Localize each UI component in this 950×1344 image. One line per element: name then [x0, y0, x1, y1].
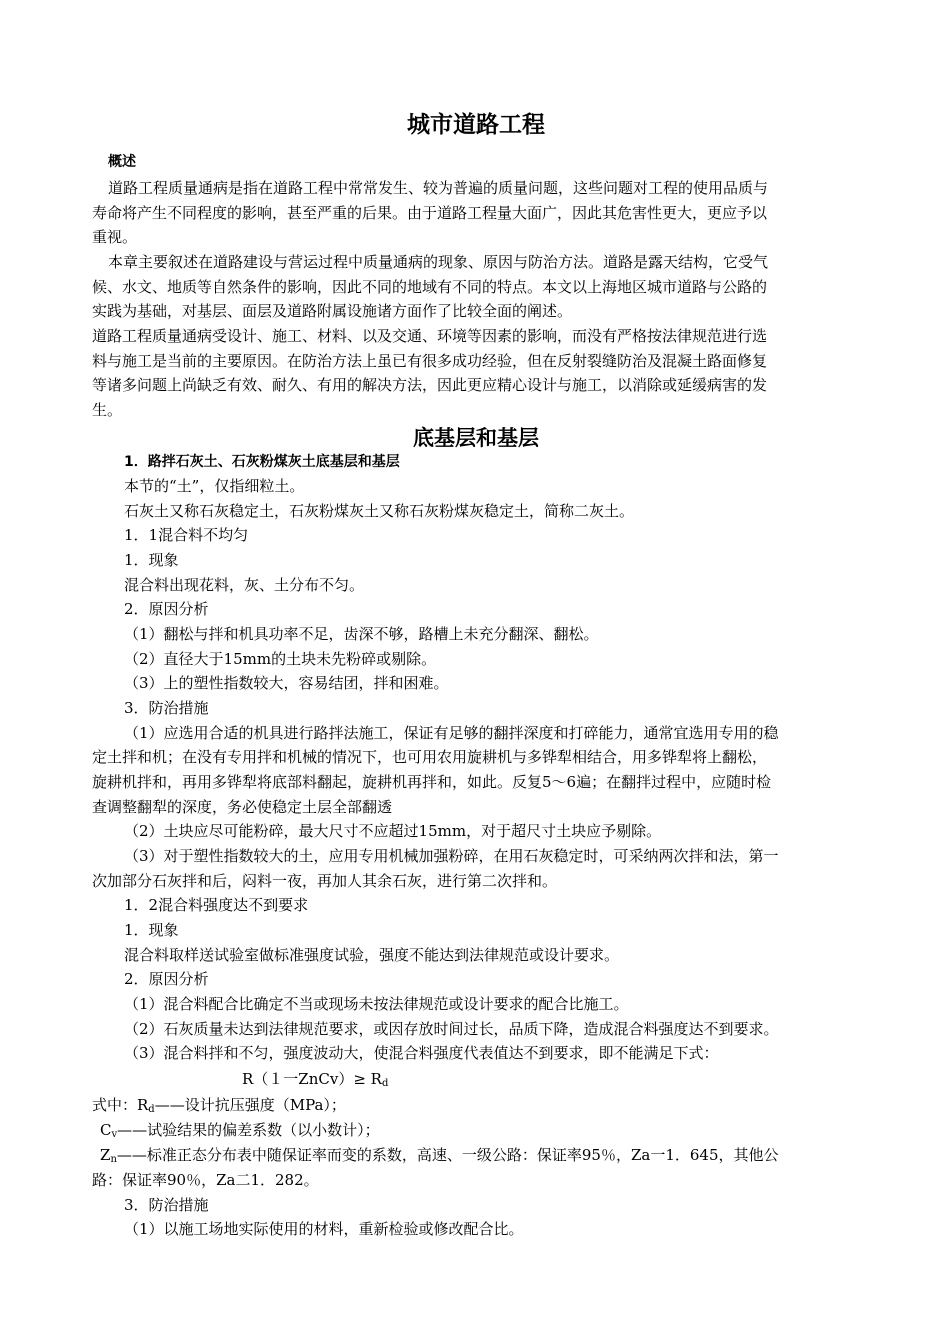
subsection-heading: 1．路拌石灰土、石灰粉煤灰土底基层和基层	[124, 454, 400, 470]
paragraph-line: （2）石灰质量未达到法律规范要求，或因存放时间过长，品质下降，造成混合料强度达不到要求。	[124, 1020, 779, 1038]
overview-heading: 概述	[108, 154, 136, 170]
paragraph-line: 石灰土又称石灰稳定土，石灰粉煤灰土又称石灰粉煤灰稳定土，简称二灰土。	[124, 502, 635, 520]
paragraph-line: （3）混合料拌和不匀，强度波动大，使混合料强度代表值达不到要求，即不能满足下式：	[124, 1044, 719, 1062]
paragraph-line: （1）翻松与拌和机具功率不足，齿深不够，路槽上未充分翻深、翻松。	[124, 625, 599, 643]
formula-text: R（１一ZnCv）≥ R	[242, 1070, 382, 1088]
paragraph-line: 旋耕机拌和，再用多铧犁将底部料翻起，旋耕机再拌和，如此。反复5～6遍；在翻拌过程中，应随时检	[92, 773, 772, 791]
paragraph-line: 料与施工是当前的主要原因。在防治方法上虽已有很多成功经验，但在反射裂缝防治及混凝土路面修复	[92, 352, 768, 370]
definition-subscript: n	[110, 1154, 117, 1165]
paragraph-line: 3．防治措施	[124, 1196, 209, 1214]
paragraph-line: 1．2混合料强度达不到要求	[124, 896, 309, 914]
paragraph-line: 混合料取样送试验室做标准强度试验，强度不能达到法律规范或设计要求。	[124, 946, 620, 964]
paragraph-line: 实践为基础，对基层、面层及道路附属设施诸方面作了比较全面的阐述。	[92, 302, 573, 320]
definition-zn	[100, 1145, 779, 1165]
paragraph-line: 道路工程质量通病是指在道路工程中常常发生、较为普遍的质量问题，这些问题对工程的使用品质与	[108, 179, 769, 197]
paragraph-line: 候、水文、地质等自然条件的影响，因此不同的地域有不同的特点。本文以上海地区城市道路与公路的	[92, 278, 768, 296]
definition-prefix: 式中：R	[92, 1096, 149, 1114]
paragraph-line: 1．1混合料不均匀	[124, 526, 249, 544]
paragraph-line: （3）上的塑性指数较大，容易结团，拌和困难。	[124, 674, 449, 692]
paragraph-line: （3）对于塑性指数较大的土，应用专用机械加强粉碎，在用石灰稳定时，可采纳两次拌和法，第一	[124, 847, 779, 865]
paragraph-line: 1．现象	[124, 921, 179, 939]
definition-prefix: C	[100, 1121, 112, 1139]
definition-text: ——标准正态分布表中随保证率而变的系数，高速、一级公路：保证率95％，Za一1．645，其他公	[116, 1146, 779, 1164]
paragraph-line: （1）混合料配合比确定不当或现场未按法律规范或设计要求的配合比施工。	[124, 995, 629, 1013]
definition-subscript: d	[148, 1104, 155, 1115]
paragraph-line: 查调整翻犁的深度，务必使稳定土层全部翻透	[92, 798, 393, 816]
paragraph-line: 道路工程质量通病受设计、施工、材料、以及交通、环境等因素的影响，而没有严格按法律规范进行选	[92, 327, 768, 345]
definition-prefix: Z	[100, 1146, 111, 1164]
paragraph-line: 次加部分石灰拌和后，闷料一夜，再加人其余石灰，进行第二次拌和。	[92, 872, 558, 890]
page-title: 城市道路工程	[407, 112, 545, 138]
definition-cv	[100, 1120, 380, 1140]
paragraph-line: （2）直径大于15mm的土块未先粉碎或剔除。	[124, 650, 437, 668]
paragraph-line: 本节的“土”，仅指细粒土。	[124, 477, 305, 495]
paragraph-line: 寿命将产生不同程度的影响，甚至严重的后果。由于道路工程量大面广，因此其危害性更大，更应予以	[92, 204, 768, 222]
paragraph-line: （2）土块应尽可能粉碎，最大尺寸不应超过15mm，对于超尺寸土块应予剔除。	[124, 822, 662, 840]
paragraph-line: 3．防治措施	[124, 699, 209, 717]
formula	[242, 1069, 388, 1089]
paragraph-line: 重视。	[92, 228, 138, 246]
paragraph-line: （1）应选用合适的机具进行路拌法施工，保证有足够的翻拌深度和打碎能力，通常宜选用专用的稳	[124, 724, 779, 742]
paragraph-line: 路：保证率90％，Za二1．282。	[92, 1171, 319, 1189]
definition-rd	[92, 1095, 346, 1115]
paragraph-line: 本章主要叙述在道路建设与营运过程中质量通病的现象、原因与防治方法。道路是露天结构，它受气	[108, 253, 769, 271]
paragraph-line: 1．现象	[124, 551, 179, 569]
paragraph-line: 混合料出现花料，灰、土分布不匀。	[124, 576, 365, 594]
definition-subscript: v	[111, 1129, 118, 1140]
definition-text: ——试验结果的偏差系数（以小数计）；	[117, 1121, 380, 1139]
formula-subscript: d	[381, 1078, 389, 1089]
definition-text: ——设计抗压强度（MPa）；	[154, 1096, 346, 1114]
paragraph-line: 等诸多问题上尚缺乏有效、耐久、有用的解决方法，因此更应精心设计与施工，以消除或延缓病害的发	[92, 376, 768, 394]
paragraph-line: 生。	[92, 401, 123, 419]
paragraph-line: 2．原因分析	[124, 970, 209, 988]
paragraph-line: （1）以施工场地实际使用的材料，重新检验或修改配合比。	[124, 1220, 524, 1238]
paragraph-line: 2．原因分析	[124, 600, 209, 618]
paragraph-line: 定土拌和机；在没有专用拌和机械的情况下，也可用农用旋耕机与多铧犁相结合，用多铧犁将上翻松，	[92, 748, 768, 766]
section-title: 底基层和基层	[413, 426, 539, 450]
